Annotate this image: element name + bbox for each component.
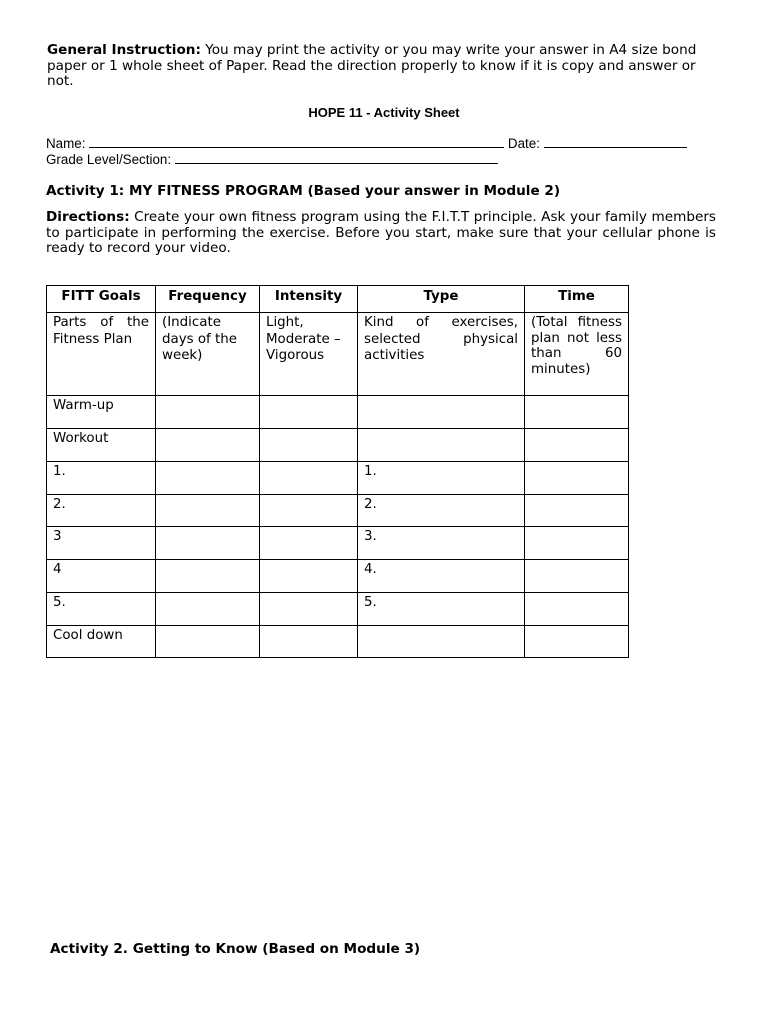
- table-row: [47, 560, 629, 593]
- header-intensity: Intensity: [260, 286, 358, 313]
- table-row: [47, 626, 629, 658]
- row-frequency-cell[interactable]: [156, 429, 260, 462]
- grade-line: [46, 152, 498, 167]
- header-type: Type: [358, 286, 525, 313]
- row-type[interactable]: 5.: [358, 593, 525, 626]
- table-row: [47, 527, 629, 560]
- grade-label: Grade Level/Section:: [46, 152, 172, 167]
- row-goal: 2.: [47, 495, 156, 527]
- activity2-title: Activity 2. Getting to Know (Based on Module 3): [50, 941, 421, 957]
- row-time-cell[interactable]: [525, 626, 629, 658]
- row-intensity-cell[interactable]: [260, 396, 358, 429]
- date-blank[interactable]: [544, 136, 687, 148]
- row-goal: Workout: [47, 429, 156, 462]
- row-type[interactable]: 2.: [358, 495, 525, 527]
- row-time-cell[interactable]: [525, 429, 629, 462]
- row-goal: 4: [47, 560, 156, 593]
- row-goal: Warm-up: [47, 396, 156, 429]
- desc-goals: Parts of the Fitness Plan: [47, 313, 156, 396]
- name-label: Name:: [46, 136, 86, 151]
- row-intensity-cell[interactable]: [260, 462, 358, 495]
- row-intensity-cell[interactable]: [260, 593, 358, 626]
- row-time-cell[interactable]: [525, 495, 629, 527]
- row-type[interactable]: [358, 626, 525, 658]
- activity1-directions: [46, 210, 716, 257]
- row-goal: 3: [47, 527, 156, 560]
- row-frequency-cell[interactable]: [156, 396, 260, 429]
- row-intensity-cell[interactable]: [260, 560, 358, 593]
- row-intensity-cell[interactable]: [260, 429, 358, 462]
- row-time-cell[interactable]: [525, 396, 629, 429]
- date-label: Date:: [507, 136, 540, 151]
- desc-type: Kind of exercises, selected physical activities: [358, 313, 525, 396]
- row-type[interactable]: 3.: [358, 527, 525, 560]
- row-goal: 1.: [47, 462, 156, 495]
- desc-frequency: (Indicate days of the week): [156, 313, 260, 396]
- directions-text: Create your own fitness program using the F.I.T.T principle. Ask your family members to participate in performing the exercise. Before you start, make sure that your cellular phone is ready to record your video.: [46, 209, 716, 256]
- table-row: [47, 462, 629, 495]
- table-row: [47, 495, 629, 527]
- row-type[interactable]: 4.: [358, 560, 525, 593]
- row-intensity-cell[interactable]: [260, 626, 358, 658]
- row-time-cell[interactable]: [525, 593, 629, 626]
- grade-blank[interactable]: [175, 152, 498, 164]
- row-frequency-cell[interactable]: [156, 462, 260, 495]
- sheet-title: HOPE 11 - Activity Sheet: [308, 105, 460, 120]
- row-type[interactable]: [358, 429, 525, 462]
- header-time: Time: [525, 286, 629, 313]
- row-intensity-cell[interactable]: [260, 527, 358, 560]
- row-frequency-cell[interactable]: [156, 495, 260, 527]
- name-blank[interactable]: [89, 136, 504, 148]
- row-goal: Cool down: [47, 626, 156, 658]
- header-frequency: Frequency: [156, 286, 260, 313]
- row-frequency-cell[interactable]: [156, 626, 260, 658]
- fitt-table: [46, 285, 629, 658]
- row-time-cell[interactable]: [525, 462, 629, 495]
- row-type[interactable]: [358, 396, 525, 429]
- table-row: [47, 429, 629, 462]
- general-instruction: [47, 43, 717, 90]
- row-goal: 5.: [47, 593, 156, 626]
- name-date-line: [46, 136, 687, 151]
- row-time-cell[interactable]: [525, 527, 629, 560]
- table-row: [47, 593, 629, 626]
- row-intensity-cell[interactable]: [260, 495, 358, 527]
- table-row: [47, 396, 629, 429]
- row-frequency-cell[interactable]: [156, 527, 260, 560]
- table-header-row: [47, 286, 629, 313]
- directions-label: Directions:: [46, 209, 130, 225]
- row-type[interactable]: 1.: [358, 462, 525, 495]
- row-time-cell[interactable]: [525, 560, 629, 593]
- general-instruction-label: General Instruction:: [47, 42, 201, 58]
- row-frequency-cell[interactable]: [156, 593, 260, 626]
- activity1-title: Activity 1: MY FITNESS PROGRAM (Based your answer in Module 2): [46, 183, 561, 199]
- general-instruction-text: You may print the activity or you may write your answer in A4 size bond paper or 1 whole sheet of Paper. Read the direction properly to know if it is copy and answer or not.: [47, 42, 697, 89]
- table-desc-row: [47, 313, 629, 396]
- desc-time: (Total fitness plan not less than 60 minutes): [525, 313, 629, 396]
- desc-intensity: Light, Moderate – Vigorous: [260, 313, 358, 396]
- header-fitt-goals: FITT Goals: [47, 286, 156, 313]
- row-frequency-cell[interactable]: [156, 560, 260, 593]
